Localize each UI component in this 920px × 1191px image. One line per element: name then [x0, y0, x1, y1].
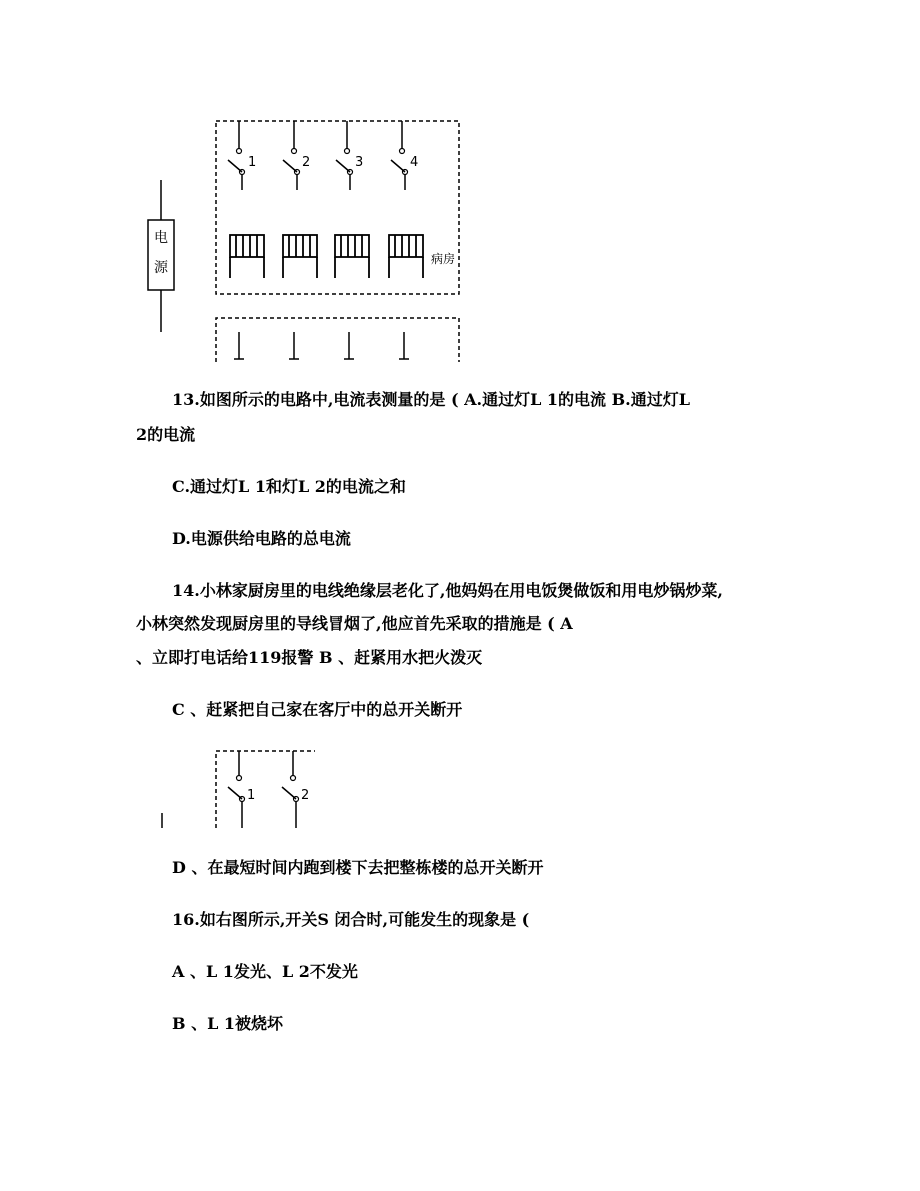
q14-option-d: D 、在最短时间内跑到楼下去把整栋楼的总开关断开 — [172, 858, 544, 877]
switch-3 — [336, 121, 363, 190]
q16-stem: 16.如右图所示,开关S 闭合时,可能发生的现象是 ( — [172, 910, 530, 929]
power-source — [148, 180, 174, 332]
q13-line1: 13.如图所示的电路中,电流表测量的是 ( A.通过灯L 1的电流 B.通过灯L — [172, 390, 690, 409]
switch-number-1: 1 — [248, 155, 257, 170]
bed-2 — [283, 235, 317, 278]
switch-1 — [228, 121, 256, 190]
ward-label: 病房 — [431, 252, 456, 266]
switch-number-4: 4 — [410, 155, 419, 170]
switch-number-2: 2 — [302, 155, 311, 170]
switch-4 — [391, 121, 418, 190]
circuit-figure-wards — [140, 110, 480, 365]
q16-option-b: B 、L 1被烧坏 — [172, 1014, 284, 1033]
power-label-2: 源 — [154, 260, 168, 276]
circuit-figure-fragment — [155, 745, 325, 830]
ward-box-lower — [216, 318, 459, 362]
q14-line3: 、立即打电话给119报警 B 、赶紧用水把火泼灭 — [136, 648, 483, 667]
q14-line2: 小林突然发现厨房里的导线冒烟了,他应首先采取的措施是 ( A — [136, 614, 573, 633]
q14-line1: 14.小林家厨房里的电线绝缘层老化了,他妈妈在用电饭煲做饭和用电炒锅炒菜, — [172, 581, 723, 600]
switch-1 — [228, 751, 255, 828]
bed-1 — [230, 235, 264, 278]
switch-number-2: 2 — [301, 788, 310, 803]
switch-number-1: 1 — [247, 788, 256, 803]
q13-line2: 2的电流 — [136, 425, 196, 444]
q16-option-a: A 、L 1发光、L 2不发光 — [172, 962, 358, 981]
switch-2 — [283, 121, 310, 190]
bed-3 — [335, 235, 369, 278]
q13-option-c: C.通过灯L 1和灯L 2的电流之和 — [172, 477, 406, 496]
q13-option-d: D.电源供给电路的总电流 — [172, 529, 351, 548]
switch-2 — [282, 751, 309, 828]
q14-option-c: C 、赶紧把自己家在客厅中的总开关断开 — [172, 700, 463, 719]
switch-number-3: 3 — [355, 155, 364, 170]
power-label-1: 电 — [154, 230, 168, 246]
bed-4 — [389, 235, 423, 278]
